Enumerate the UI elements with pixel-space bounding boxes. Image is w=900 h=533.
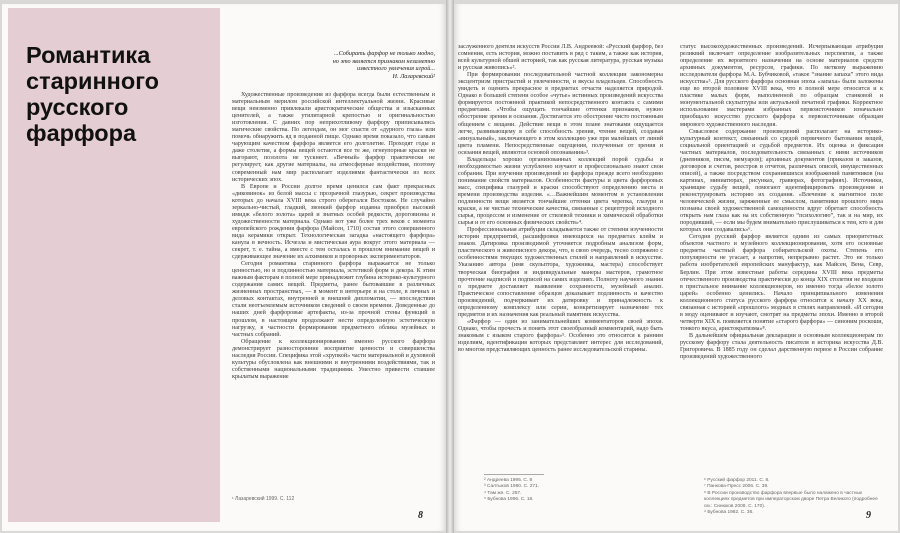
- paragraph: заслуженного деятеля искусств России Л.В. Андреевой: «Русский фарфор, без сомнения, есть история, можно поставить в ряд с таким, а также как история, всей культурной обшей историей, так как русская литература, русская музыка и русская живопись»².: [458, 44, 663, 72]
- book-gutter: [446, 0, 454, 533]
- right-footnotes-1: [484, 474, 664, 504]
- footnote: ² Андреева 1995. С. 8: [484, 478, 533, 483]
- paragraph: Художественные произведения из фарфора всегда были естественным и материальным мерилом российской интеллектуальной жизни. Красивые вещи неизменно привлекали аристократические общества и изысканных ценителей, а также утилитарной крепостью и оригинальностью изготовления. С давних пор неприхотливому фарфору приписывались магические свойства. По легендам, он мог спасти от «дурного глаза» или помочь обнаружить яд в поданной пище. Однако время показало, что самым чарующим качеством фарфора является его долголетие. Проходят годы и даже столетия, а формы вещей остаются все те же, огнеупорные краски не выгорают, позолота не тускнеет. «Вечный» фарфор практически не регулирует, как другие материалы, на атмосферные воздействия, поэтому современный нам мир располагает изделиями фантастически из всех исторических эпох.: [232, 92, 435, 183]
- page-number-right: 9: [866, 510, 871, 521]
- paragraph: В дальнейшем официальная декларации и основным коллекционерам по русскому фарфору стала деятельность писателя и историка искусства Д.В. Григоровича. В 1885 году он сделал дарственную первое в России собрание произведений художественного: [680, 332, 883, 361]
- footnote: ⁹ Бубнова 1982. С. 36.: [704, 510, 754, 516]
- right-text-column-2: [680, 44, 883, 464]
- paragraph: «Фарфор — один из занимательнейших комментаторов своей эпохи. Однако, чтобы прочесть и понять этот своеобразный комментарий, надо быть знакомым с языком старого фарфора»⁵. Особенно это относится к ранним изделиям, идентификация которых представляет интерес для исследований, во многом представляющих ценность ранее исследовательской старины.: [458, 318, 663, 354]
- page-number-left: 8: [418, 510, 423, 521]
- paragraph: Сегодня романтика старинного фарфора выражается не только ценностью, но и подлинностью материала, эстетикой форм и декора. К этим важным факторам в полной мере принадлежит глубина историко-культурного содержания самих вещей. Предметы, ранее бытовавшие в различных жизненных пространствах, — в момент в интерьере и на столе, в личных и деловых контактах, внутренней и внешней дипломатии, — впоследствии стали неотъемлемым источником сведений о своем времени. Доведенные до наших дней фарфоровые артефакты, из-за прочной стены функций в прошлом, в настоящем продолжают нести определенную эстетическую нагрузку, в частности формирования предметного облика музейных и частных собраний.: [232, 261, 435, 338]
- footnote: ⁷ Панкова-Пресс 2006. С. 39.: [704, 484, 769, 490]
- paragraph: Профессиональная атрибуция складывается также от степени изученности истории предприятий, расшифровки имеющихся на предметах клейм и знаков. Датировка производимой уточняется подробным анализом форм, пластического и живописного декора, что, в свою очередь, тесно сопряжено с особенностями текущих художественных стилей и направлений в искусстве. Указанию автора (имя скульптора, художника, мастера) способствует творческая биография и индивидуальные манеры мастеров, грамотное прочтение надписей и подписей на самих изделиях. Полноту научного знания о предмете доставляет выявление сохранности, музейный анализ. Практическое сопоставление образцов доказывает подлинность и качество произведений, подчеркивает их датировку и принадлежность к определенному комплексу или серии, конкретизирует назначение тех предметов и их назначения как реальный памятник искусства.: [458, 227, 663, 318]
- epigraph-author: Н. Лазаревский²: [392, 72, 435, 80]
- left-text-column: [232, 92, 435, 487]
- footnote: ⁵ Бубнова 1996. С. 18.: [484, 497, 534, 503]
- article-title: Романтика старинного русского фарфора: [26, 42, 160, 146]
- right-text-column-1: [458, 44, 663, 489]
- paragraph: Владельцы хорошо организованных коллекций порой судьбы и необходимостью жизни углубленно изучают и профессионально знают свои собрания. При изучении произведений из фарфора прежде всего необходимо понимание свойств материалов. Особенности фактуры и цвета фарфоровых масс, специфика глазурей и краски способствуют определению места и времени производства изделия. «…Важнейшим моментом в установлении подлинности вещи является тончайшие оттенки цвета черепка, глазури и краски, а не чистые технические качества, связанные с рецептурой исходного сырья, процессом и изменение от стилевой техники и химической обработки сырья и от его основных физических свойств»⁴.: [458, 156, 663, 227]
- paragraph: Обращение к коллекционированию именно русского фарфора демонстрирует разносторонние восприятие ценности и совершенства наследия России. Специфика этой «хрупкой» части материальной и духовной культуры обусловлена как внешними и внутренними воздействиями, так и собственными национальными традициями. Уместно привести ставшее крылатым выражение: [232, 338, 435, 380]
- epigraph: [300, 50, 435, 80]
- paragraph: Смысловое содержание произведений располагает на историко-культурный контекст, связанный со средой первичного бытования вещей, социальной ориентацией и судьбой предметов. Их оценка и фиксация частных материалов, последовательность связанных с ними источников (дневников, писем, мемуаров); архивных документов (приказов и заказов, договоров и счетов, реестров и отчетов, различных описей, имущественных описей), а также посредством сохранившихся изображений памятников (на картинах, миниатюрах, рисунках, гравюрах, фотографиях). Источники, хранящие судьбу вещей, помогают идентифицировать произведения и реконструировать историю их создания. «Влечение к магнитное поле человеческой жизни, заряженные ее смыслом, памятники прошлого мира познаны своей художественной самоценности вдруг обретает способность открыть нам глаза как на их собственную “психологию”, так и на мир, их породивший, — если мы будем внимательно прислушиваться к тем, кто и для которых они создавались»⁶.: [680, 128, 883, 234]
- footnote: ³ Салтыков 1960. С. 271.: [484, 484, 540, 490]
- right-footnotes-2: [704, 478, 884, 516]
- paragraph: В Европе и России долгое время ценился сам факт прекрасных «диковинок» из белой массы с прозрачной глазурью, секрет производства которых до начала XVIII века строго оберегался Востоком. Не случайно зеркально-чистый, гладкий, звонкий фарфор издавна приобрел высокий имидж «белого золота» царей и знатных особей редкости, дороговизны и художественности материала. Однако вот уже более трех веков с момента европейского рождения фарфора (Майсен, 1710) состав этого совершенного вида керамики открыт. Технологическая загадка «настоящего фарфора» канула в вечность. Исчезла и мистическая аура вокруг этого материала — секрет, т. е. тайна, а вместе с тем осталась в прошлом внимание вещей и сдерживающее значение их алхимиков и проворных экспериментаторов.: [232, 183, 435, 261]
- footnote: ⁸ В России производство фарфора впервые было налажено в частных коллекциях предметов при императорском дворе Петра Великого (подробнее см.: Синюков 2008. С. 170).: [704, 490, 878, 509]
- epigraph-line: ...Собирать фарфор не только модно,: [333, 50, 435, 57]
- epigraph-line: но это является признаком незаметно: [332, 57, 435, 65]
- epigraph-line: известного увлечения игрой...: [357, 65, 435, 73]
- left-footnote: ¹ Лазаревский 1999. С. 112: [232, 496, 295, 502]
- paragraph: статус высокохудожественных произведений. Исчерпывающая атрибуция реликвий включает определение изобразительных перспектив, а также определение их вероятного назначения на основе материалов средств архивных документов, ресурсов, графики. По меткому выражению исследователя фарфора М.А. Бубчиковой, «такое “знание запаха” этого вида искусства»⁵. Для русского фарфора основная эпоха «запаха» были заложены еще во второй половине XVIII века, что в полной мере относится и к пластике малых форм, выполненной по образцам станковой и монументальной скульптуры или актуальной печатной графики. Корректное использование мастерами избранных первоисточников изначально приобщало искусство русского фарфора к первоисточникам образцам мирового художественного наследия.: [680, 44, 883, 128]
- paragraph: Сегодня русский фарфор является одним из самых приоритетных объектов частного и музейного коллекционирования, хотя его основные предметы частный фарфора собирательской охоты. Степень его популярности не угасает, а напротив, непрерывно растет. Это не только работа изобретателей европейских мануфактур, как Майсен, Вена, Севр, Берлин. При этом известные работы середины XVIII века предметы отечественного производства практически до конца XIX столетия не входили в пристальное внимание коллекционеров, но именно тогда «белое золото царей» особенно ценились. Начало принципиального изменения коллекционного статуса русского фарфора относится к началу XX века, связанная с историей «прошлого» модных в стилях направлений. «И сегодня в моду оценивают и изучают, смотрят на предметы эпохи. Именно в второй четверти XIX в. появляется понятие «старого фарфора» — синоним роскоши, тонкого вкуса, аристократизма»⁸.: [680, 234, 883, 332]
- footnote: ⁴ Там же. С. 257.: [484, 490, 522, 496]
- footnote-rule: [484, 474, 544, 475]
- paragraph: При формировании последовательной частной коллекции закономерна эксцентризм пристрастий и увлеченности, и вкусы владельцев. Способность увидеть и оценить прекрасное в предметах отчасти наделяется природой. Однако в большей степени особое «чутье» истинных произведений искусства формируется постоянной практикой непосредственного контакта с самими предметами. «Чтобы ощущать тончайшие оттенки признаков, нужно обострение зрения и осязания. Достигается это обострение чисто постоянным общением с вещами. Действие вещи в этом плане знатоками ощущается легче, развивающему в себе способность зрения, чтение вещей, создавая «визуальный», заключающего в этом коллекцию уже при малейших от линий цвета пламени. Непосредственные ощущения, полученные от зрения и осязания вещей, являются основой опознавания»³.: [458, 72, 663, 156]
- footnote: ⁶ Русский фарфор 2011. С. 8.: [704, 478, 770, 483]
